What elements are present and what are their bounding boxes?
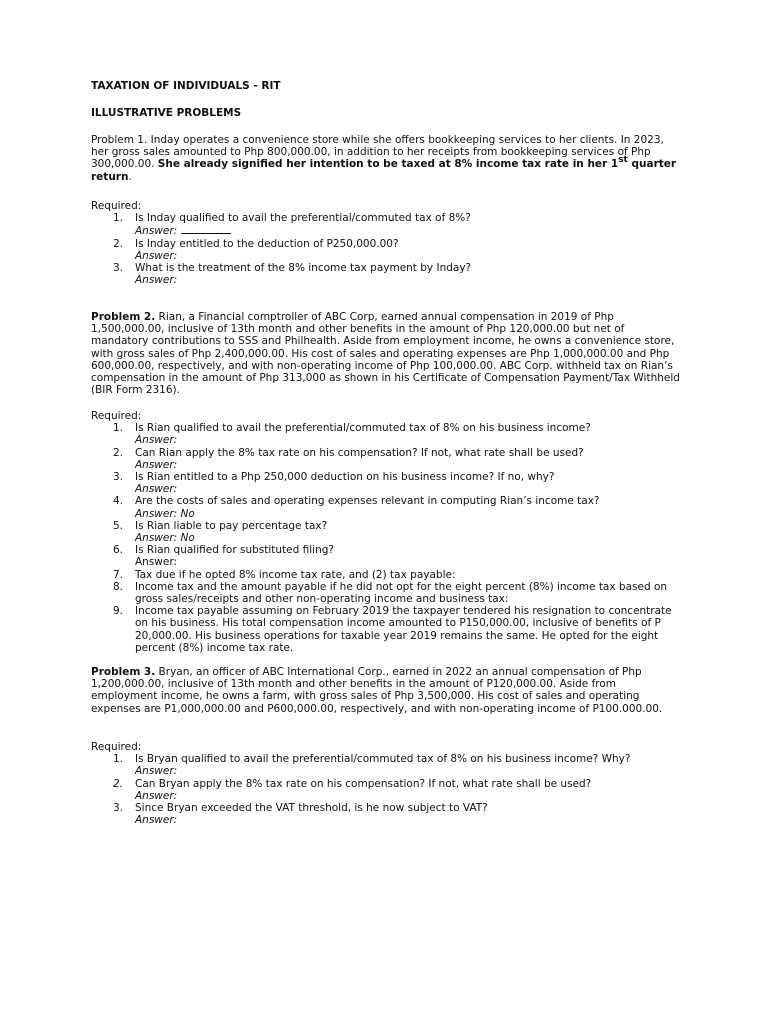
document-title: TAXATION OF INDIVIDUALS - RIT [91, 80, 281, 92]
list-item: 3. Since Bryan exceeded the VAT threshold, is he now subject to VAT? Answer: [113, 802, 488, 827]
problem-2-label: Problem 2. [91, 311, 156, 323]
required-label: Required: [91, 741, 142, 753]
list-item: 1. Is Inday qualified to avail the preferential/commuted tax of 8%? Answer: [113, 212, 471, 238]
problem-2-questions [91, 422, 681, 654]
problem-3-required [91, 741, 681, 826]
list-item: 6. Is Rian qualified for substituted filing? Answer: [113, 544, 334, 569]
problem-1-required [91, 200, 681, 286]
list-item: 2. Can Bryan apply the 8% tax rate on his compensation? If not, what rate shall be used? Answer: [113, 777, 592, 802]
problem-2-text: Problem 2. Rian, a Financial comptroller of ABC Corp, earned annual compensation in 2019 of Php 1,500,000.00, inclusive of 13th month and other benefits in the amount of Php 120,000.00 but net of mandatory contributions to SSS and Philhealth. Aside from employment income, he owns a convenience store, with gross sales of Php 2,400,000.00. His cost of sales and operating expenses are Php 1,000,000.00 and Php 600,000.00, respectively, and with non-operating income of Php 100,000.00. ABC Corp. withheld tax on Rian’s compensation in the amount of Php 313,000 as shown in his Certificate of Compensation Payment/Tax Withheld (BIR Form 2316). [91, 311, 680, 397]
required-label: Required: [91, 410, 142, 422]
list-item: 1. Is Bryan qualified to avail the preferential/commuted tax of 8% on his business income? Why? Answer: [113, 753, 631, 778]
problem-3-text: Problem 3. Bryan, an officer of ABC International Corp., earned in 2022 an annual compensation of Php 1,200,000.00, inclusive of 13th month and other benefits in the amount of P120,000.00. Aside from employment income, he owns a farm, with gross sales of Php 3,500,000. His cost of sales and operating expenses are P1,000,000.00 and P600,000.00, respectively, and with non-operating income of P100.000.00. [91, 666, 663, 715]
problem-3-label: Problem 3. [91, 666, 156, 678]
problem-2 [91, 311, 681, 396]
list-item: 2. Is Inday entitled to the deduction of P250,000.00? Answer: [113, 237, 399, 262]
problem-1-questions [91, 212, 681, 286]
list-item: 3. Is Rian entitled to a Php 250,000 deduction on his business income? If no, why? Answer: [113, 471, 555, 496]
answer-blank [181, 224, 231, 234]
list-item: 7. Tax due if he opted 8% income tax rate, and (2) tax payable: [113, 568, 456, 581]
list-item: 8. Income tax and the amount payable if he did not opt for the eight percent (8%) income tax based on gross sales/receipts and other non-operating income and business tax: [113, 580, 668, 606]
list-item: 4. Are the costs of sales and operating expenses relevant in computing Rian’s income tax? Answer: No [113, 495, 600, 520]
problem-1-bold-text: She already signified her intention to be taxed at 8% income tax rate in her 1st quarter return [91, 155, 677, 183]
list-item: 5. Is Rian liable to pay percentage tax? Answer: No [113, 519, 328, 545]
list-item: 2. Can Rian apply the 8% tax rate on his compensation? If not, what rate shall be used? Answer: [113, 446, 584, 471]
problem-2-required [91, 410, 681, 654]
list-item: 1. Is Rian qualified to avail the preferential/commuted tax of 8% on his business income? Answer: [113, 422, 591, 447]
problem-3-questions [91, 753, 681, 826]
document-subtitle: ILLUSTRATIVE PROBLEMS [91, 107, 242, 119]
answer-label: Answer: [135, 225, 178, 238]
required-label: Required: [91, 200, 142, 212]
problem-1 [91, 134, 681, 183]
problem-3 [91, 666, 681, 715]
list-item: 9. Income tax payable assuming on February 2019 the taxpayer tendered his resignation to concentrate on his business. His total compensation income amounted to P150,000.00, inclusive of benefits of P 20,000.00. His business operations for taxable year 2019 remains the same. He opted for the eight percent (8%) income tax rate. [113, 605, 672, 654]
list-item: 3. What is the treatment of the 8% income tax payment by Inday? Answer: [113, 262, 472, 287]
problem-1-text: Problem 1. Inday operates a convenience store while she offers bookkeeping services to her clients. In 2023, her gross sales amounted to Php 800,000.00, in addition to her receipts from bookkeeping services of Php 300,000.00. She already signified her intention to be taxed at 8% income tax rate in her 1st quarter return. [91, 134, 677, 183]
